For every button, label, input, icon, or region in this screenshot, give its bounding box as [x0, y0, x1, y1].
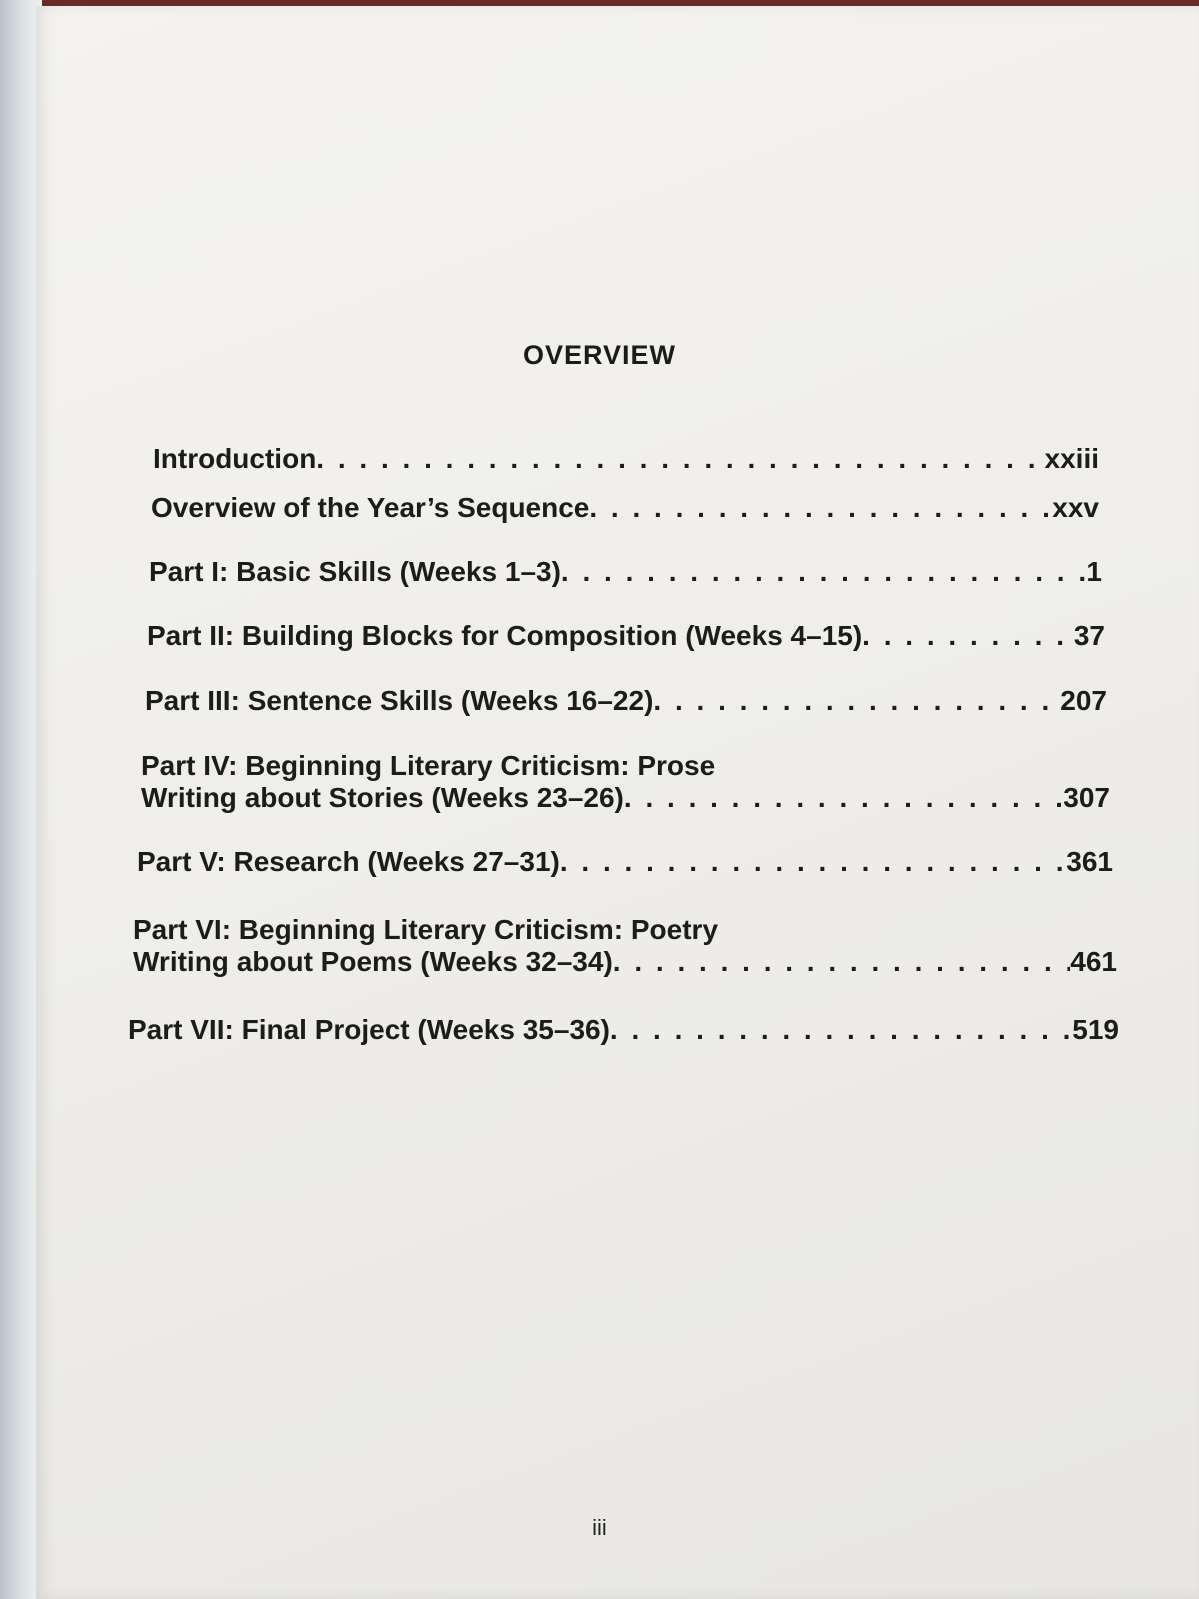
toc-leader-dots: [560, 846, 1066, 878]
toc-page-number: 1: [1086, 556, 1102, 587]
toc-leader-dots: [653, 685, 1060, 717]
toc-entry-part-1: [149, 556, 1102, 588]
toc-entry-part-2: [147, 620, 1105, 652]
toc-page-number: 307: [1063, 782, 1110, 813]
toc-page-number: 519: [1072, 1014, 1119, 1045]
toc-entry-part-5: [137, 846, 1113, 878]
page-title: OVERVIEW: [522, 340, 677, 370]
toc-label: Part II: Building Blocks for Composition (Weeks 4–15): [147, 620, 863, 651]
toc-entry-part-4: [141, 750, 1110, 814]
toc-label: Part III: Sentence Skills (Weeks 16–22): [145, 685, 654, 716]
toc-page-number: xxiii: [1044, 443, 1099, 474]
toc-label-line1: Part IV: Beginning Literary Criticism: Prose: [141, 750, 716, 781]
toc-leader-dots: [316, 443, 1044, 475]
toc-label: Writing about Poems (Weeks 32–34): [133, 946, 613, 977]
toc-leader-dots: [561, 556, 1087, 588]
toc-entry-part-3: [145, 685, 1107, 717]
toc-label: Part V: Research (Weeks 27–31): [137, 846, 560, 877]
toc-label: Introduction: [153, 443, 317, 474]
toc-leader-dots: [862, 620, 1074, 652]
toc-leader-dots: [610, 1014, 1072, 1046]
toc-label: Part I: Basic Skills (Weeks 1–3): [149, 556, 561, 587]
toc-label-line1: Part VI: Beginning Literary Criticism: Poetry: [133, 914, 719, 945]
toc-label: Writing about Stories (Weeks 23–26): [141, 782, 624, 813]
toc-leader-dots: [613, 946, 1071, 978]
toc-label: Part VII: Final Project (Weeks 35–36): [128, 1014, 610, 1045]
page-number-footer: iii: [592, 1515, 607, 1540]
toc-entry-part-6: [133, 914, 1117, 978]
toc-leader-dots: [589, 492, 1052, 524]
toc-page-number: 361: [1066, 846, 1113, 877]
toc-entry-part-7: [128, 1014, 1119, 1046]
toc-label: Overview of the Year’s Sequence: [151, 492, 590, 523]
toc-entry-overview: [151, 492, 1099, 524]
toc-page-number: 207: [1060, 685, 1107, 716]
toc-entry-introduction: [153, 443, 1099, 475]
toc-page-number: xxv: [1052, 492, 1099, 523]
toc-page-number: 37: [1073, 620, 1105, 651]
toc-leader-dots: [624, 782, 1063, 814]
toc-page-number: 461: [1070, 946, 1117, 977]
